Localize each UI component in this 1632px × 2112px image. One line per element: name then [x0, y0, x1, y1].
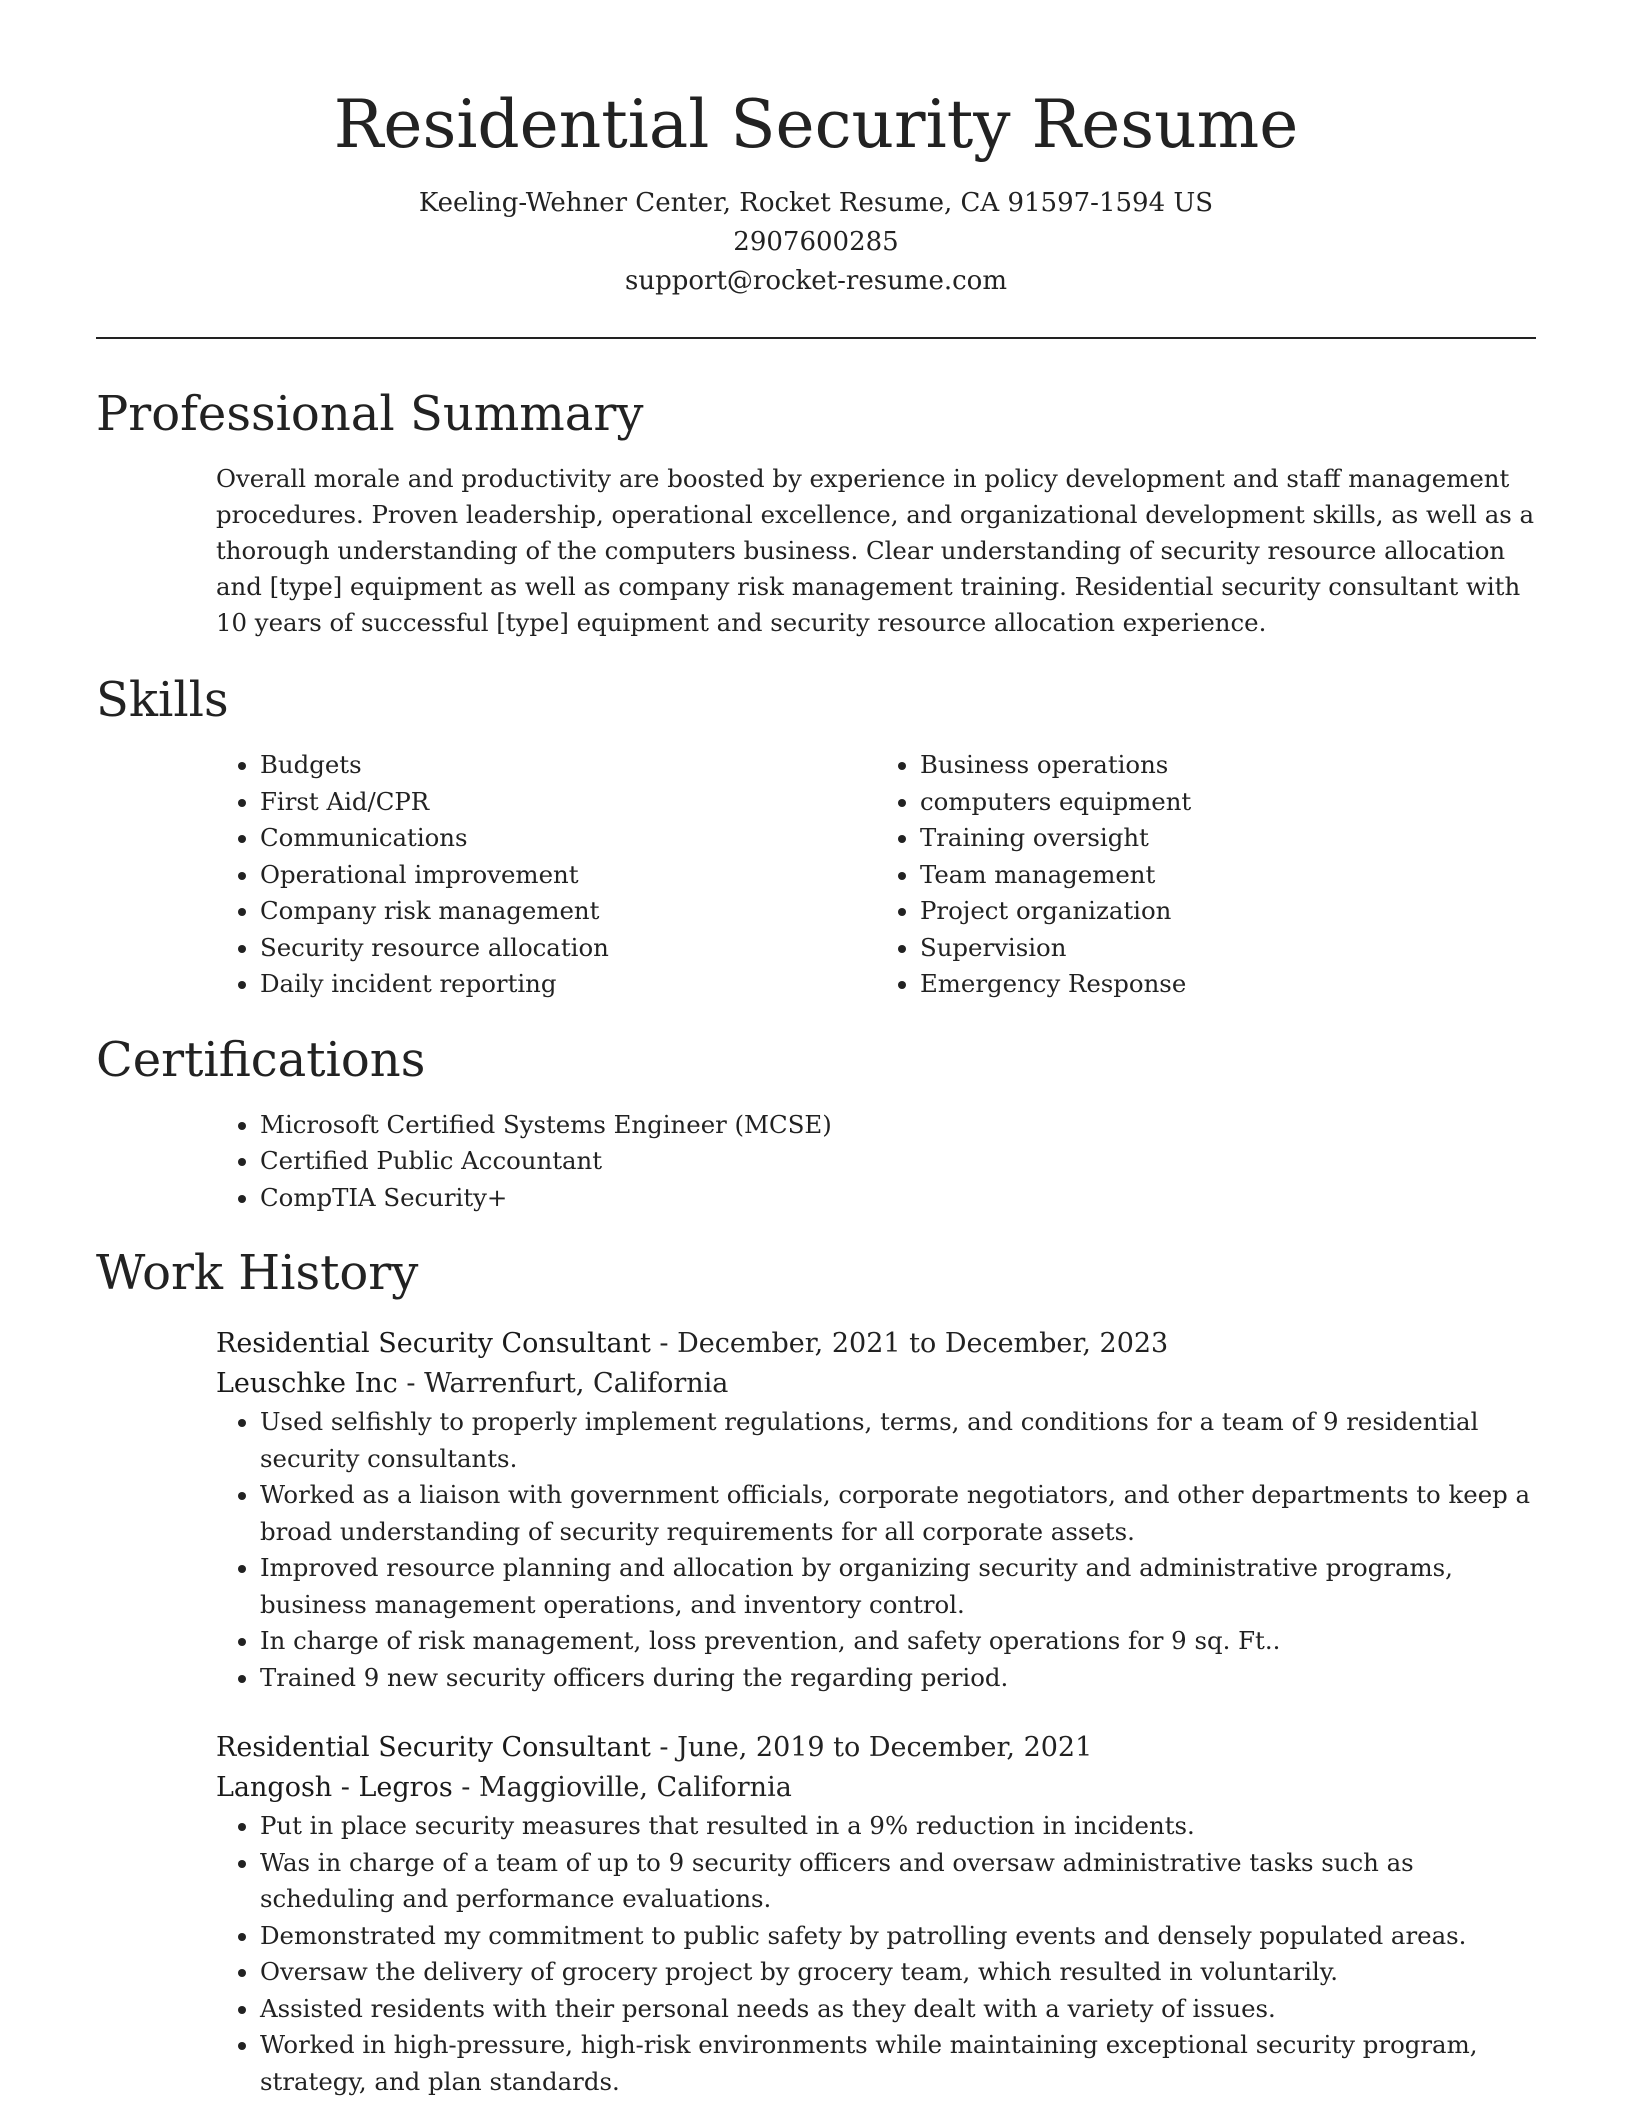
- job-duties-list: [216, 1404, 1536, 1696]
- job-duty-item: • Oversaw the delivery of grocery project by grocery team, which resulted in voluntarily.: [260, 1954, 1536, 1991]
- certification-item: • Certified Public Accountant: [260, 1143, 1536, 1180]
- skill-item: • Team management: [920, 857, 1536, 894]
- skills-columns: [216, 747, 1536, 1003]
- job-duty-item: • Was in charge of a team of up to 9 security officers and oversaw administrative tasks such as scheduling and performance evaluations.: [260, 1845, 1536, 1918]
- summary-heading: Professional Summary: [96, 386, 644, 442]
- certifications-section: [96, 1027, 1536, 1217]
- skill-item: • Supervision: [920, 930, 1536, 967]
- job-location: Maggioville, California: [479, 1772, 792, 1803]
- summary-text: Overall morale and productivity are boosted by experience in policy development and staff management procedures. Proven leadership, operational excellence, and organizational development skills, as well as a thorough understanding of the computers business. Clear understanding of security resource allocation and [type] equipment as well as company risk management training. Residential security consultant with 10 years of successful [type] equipment and security resource allocation experience.: [216, 464, 1535, 637]
- work-history-heading: Work History: [96, 1245, 419, 1301]
- certification-item: • CompTIA Security+: [260, 1180, 1536, 1217]
- job-company: Langosh - Legros: [216, 1772, 453, 1803]
- skills-list-right: [876, 747, 1536, 1003]
- contact-address: Keeling-Wehner Center, Rocket Resume, CA 91597-1594 US: [418, 188, 1214, 218]
- skill-item: • computers equipment: [920, 784, 1536, 821]
- job-duties-list: [216, 1808, 1536, 2100]
- skill-item: • Communications: [260, 820, 876, 857]
- certifications-list: [216, 1107, 1536, 1217]
- job-entry: [216, 1324, 1536, 1696]
- job-company-line: [216, 1768, 1536, 1808]
- skill-item: • Training oversight: [920, 820, 1536, 857]
- certifications-heading: Certifications: [96, 1031, 426, 1088]
- job-title: Residential Security Consultant: [216, 1732, 651, 1763]
- job-dates: December, 2021 to December, 2023: [677, 1328, 1169, 1359]
- summary-section: [96, 381, 1536, 641]
- job-title: Residential Security Consultant: [216, 1328, 651, 1359]
- header-divider: [96, 337, 1536, 339]
- job-duty-item: • Demonstrated my commitment to public safety by patrolling events and densely populated areas.: [260, 1918, 1536, 1955]
- job-location: Warrenfurt, California: [424, 1368, 729, 1399]
- skills-heading: Skills: [96, 672, 229, 728]
- skill-item: • Daily incident reporting: [260, 966, 876, 1003]
- work-history-section: [96, 1240, 1536, 2100]
- job-separator: -: [452, 1772, 479, 1803]
- skills-section: [96, 667, 1536, 1003]
- contact-phone: 2907600285: [733, 227, 899, 257]
- job-duty-item: • Put in place security measures that resulted in a 9% reduction in incidents.: [260, 1808, 1536, 1845]
- jobs-container: [96, 1324, 1536, 2100]
- certification-item: • Microsoft Certified Systems Engineer (MCSE): [260, 1107, 1536, 1144]
- contact-block: [96, 184, 1536, 301]
- skill-item: • Company risk management: [260, 893, 876, 930]
- job-entry: [216, 1728, 1536, 2100]
- job-separator: -: [650, 1328, 678, 1359]
- job-duty-item: • In charge of risk management, loss prevention, and safety operations for 9 sq. Ft..: [260, 1623, 1536, 1660]
- job-company-line: [216, 1364, 1536, 1404]
- skill-item: • First Aid/CPR: [260, 784, 876, 821]
- contact-email: support@rocket-resume.com: [624, 266, 1007, 296]
- job-title-line: [216, 1324, 1536, 1364]
- skill-item: • Project organization: [920, 893, 1536, 930]
- job-duty-item: • Worked in high-pressure, high-risk environments while maintaining exceptional security program, strategy, and plan standards.: [260, 2027, 1536, 2100]
- job-company: Leuschke Inc: [216, 1368, 398, 1399]
- job-title-line: [216, 1728, 1536, 1768]
- skill-item: • Emergency Response: [920, 966, 1536, 1003]
- resume-header: [96, 0, 1536, 301]
- job-separator: -: [650, 1732, 678, 1763]
- job-duty-item: • Trained 9 new security officers during the regarding period.: [260, 1660, 1536, 1697]
- job-separator: -: [397, 1368, 425, 1399]
- job-duty-item: • Assisted residents with their personal needs as they dealt with a variety of issues.: [260, 1991, 1536, 2028]
- job-duty-item: • Worked as a liaison with government officials, corporate negotiators, and other departments to keep a broad understanding of security requirements for all corporate assets.: [260, 1477, 1536, 1550]
- skills-list-left: [216, 747, 876, 1003]
- job-duty-item: • Used selfishly to properly implement regulations, terms, and conditions for a team of 9 residential security consultants.: [260, 1404, 1536, 1477]
- skill-item: • Security resource allocation: [260, 930, 876, 967]
- skill-item: • Budgets: [260, 747, 876, 784]
- job-dates: June, 2019 to December, 2021: [677, 1732, 1093, 1763]
- skill-item: • Operational improvement: [260, 857, 876, 894]
- job-duty-item: • Improved resource planning and allocation by organizing security and administrative programs, business management operations, and inventory control.: [260, 1550, 1536, 1623]
- resume-title: Residential Security Resume: [333, 86, 1299, 163]
- resume-page: [96, 0, 1536, 2100]
- skill-item: • Business operations: [920, 747, 1536, 784]
